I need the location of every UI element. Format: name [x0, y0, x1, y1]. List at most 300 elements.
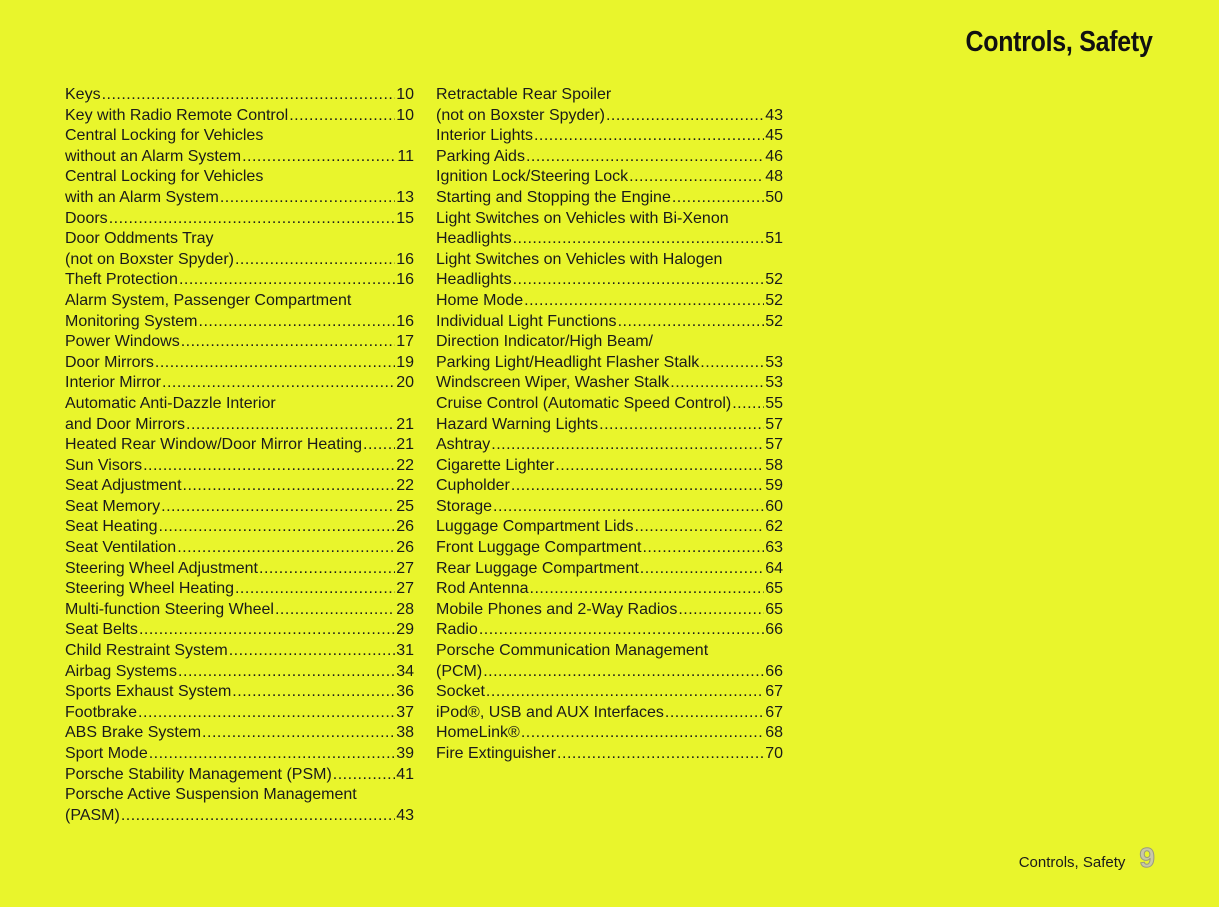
- toc-entry-page: 16: [396, 250, 414, 268]
- toc-entry-row: [436, 312, 783, 333]
- toc-entry[interactable]: [436, 476, 783, 497]
- toc-entry[interactable]: [436, 85, 783, 126]
- toc-entry-page: 46: [765, 147, 783, 165]
- toc-entry-row: [436, 723, 783, 744]
- toc-entry-title: Porsche Stability Management (PSM): [65, 765, 332, 783]
- toc-entry[interactable]: [65, 167, 414, 208]
- toc-entry[interactable]: [65, 435, 414, 456]
- dot-leader: [665, 703, 764, 724]
- toc-entry-title: Steering Wheel Heating: [65, 580, 234, 598]
- toc-entry-title: Key with Radio Remote Control: [65, 106, 289, 124]
- toc-entry-row: [65, 250, 414, 271]
- toc-entry[interactable]: [436, 579, 783, 600]
- toc-entry-title: Storage: [436, 497, 493, 515]
- toc-entry[interactable]: [65, 229, 414, 270]
- toc-entry-row: [436, 167, 783, 188]
- dot-leader: [678, 600, 764, 621]
- footer-section-label: Controls, Safety: [1018, 854, 1126, 871]
- toc-entry-title: Theft Protection: [65, 271, 178, 289]
- toc-entry-title: Sports Exhaust System: [65, 683, 232, 701]
- toc-entry-page: 43: [396, 806, 414, 824]
- toc-entry[interactable]: [65, 476, 414, 497]
- toc-entry-title: Windscreen Wiper, Washer Stalk: [436, 374, 670, 392]
- toc-entry-heading-line: Light Switches on Vehicles with Bi-Xenon: [436, 209, 729, 227]
- toc-entry[interactable]: [436, 167, 783, 188]
- toc-entry-row: [65, 209, 414, 230]
- dot-leader: [555, 456, 764, 477]
- toc-entry-row: [436, 106, 783, 127]
- toc-entry-row: [65, 270, 414, 291]
- dot-leader: [513, 229, 765, 250]
- toc-entry-page: 28: [396, 600, 414, 618]
- toc-entry-page: 39: [396, 745, 414, 762]
- toc-entry-page: 27: [396, 559, 414, 577]
- toc-entry-title: ABS Brake System: [65, 724, 202, 742]
- dot-leader: [521, 723, 764, 744]
- toc-entry-title: Steering Wheel Adjustment: [65, 559, 258, 577]
- toc-entry-page: 57: [765, 415, 783, 433]
- toc-entry-page: 34: [396, 662, 414, 680]
- toc-entry-title: Home Mode: [436, 291, 524, 309]
- toc-entry-title: Keys: [65, 86, 101, 103]
- toc-entry-page: 16: [396, 312, 414, 330]
- toc-entry[interactable]: [436, 394, 783, 415]
- toc-entry-row: [436, 476, 783, 497]
- toc-entry-title: and Door Mirrors: [65, 415, 186, 433]
- toc-entry-page: 13: [396, 188, 414, 206]
- toc-entry-row: [436, 456, 783, 477]
- toc-entry-page: 31: [396, 642, 414, 660]
- dot-leader: [139, 620, 395, 641]
- toc-entry-title: Interior Lights: [436, 127, 533, 145]
- toc-entry-title: Headlights: [436, 271, 512, 289]
- toc-entry-title: Socket: [436, 683, 485, 701]
- toc-entry-heading-line: Alarm System, Passenger Compartment: [65, 291, 352, 309]
- toc-entry[interactable]: [65, 85, 414, 106]
- dot-leader: [177, 538, 395, 559]
- toc-entry-page: 22: [396, 456, 414, 474]
- dot-leader: [232, 682, 395, 703]
- toc-entry[interactable]: [436, 682, 783, 703]
- dot-leader: [640, 559, 764, 580]
- toc-entry-row: [65, 538, 414, 559]
- toc-entry-row: [65, 682, 414, 703]
- toc-entry[interactable]: [436, 435, 783, 456]
- toc-entry-row: [65, 559, 414, 580]
- toc-entry-row: [436, 538, 783, 559]
- dot-leader: [186, 415, 395, 436]
- dot-leader: [181, 332, 396, 353]
- toc-entry-row: [65, 806, 414, 827]
- toc-entry-page: 11: [397, 147, 414, 165]
- toc-entry-title: Rear Luggage Compartment: [436, 559, 639, 577]
- toc-column-left: [65, 85, 414, 826]
- dot-leader: [700, 353, 764, 374]
- toc-entry[interactable]: [65, 332, 414, 353]
- toc-entry-page: 37: [396, 703, 414, 721]
- dot-leader: [289, 106, 395, 127]
- toc-entry-page: 59: [765, 477, 783, 495]
- toc-entry-page: 26: [396, 539, 414, 557]
- dot-leader: [491, 435, 764, 456]
- toc-entry-title: (not on Boxster Spyder): [65, 250, 234, 268]
- toc-entry-page: 51: [765, 230, 783, 248]
- dot-leader: [333, 765, 395, 786]
- toc-entry[interactable]: [65, 353, 414, 374]
- toc-entry-title: Fire Extinguisher: [436, 745, 557, 762]
- toc-entry[interactable]: [65, 620, 414, 641]
- toc-entry-title: Monitoring System: [65, 312, 198, 330]
- toc-entry-row: [436, 620, 783, 641]
- toc-entry-page: 53: [765, 353, 783, 371]
- dot-leader: [618, 312, 765, 333]
- toc-entry-title: Child Restraint System: [65, 642, 228, 660]
- dot-leader: [179, 270, 395, 291]
- toc-entry-title: Individual Light Functions: [436, 312, 617, 330]
- dot-leader: [159, 517, 396, 538]
- toc-entry-heading-line: Direction Indicator/High Beam/: [436, 333, 653, 351]
- toc-entry-page: 22: [396, 477, 414, 495]
- toc-entry-page: 70: [765, 745, 783, 762]
- toc-entry-row: [65, 147, 414, 168]
- dot-leader: [483, 662, 764, 683]
- dot-leader: [642, 538, 764, 559]
- toc-entry-row: [436, 662, 783, 683]
- toc-entry-page: 20: [396, 374, 414, 392]
- toc-entry-page: 15: [396, 209, 414, 227]
- toc-entry[interactable]: [436, 559, 783, 580]
- toc-entry-title: Parking Aids: [436, 147, 525, 165]
- toc-entry-title: Front Luggage Compartment: [436, 539, 642, 557]
- toc-entry-row: [436, 600, 783, 621]
- toc-entry-page: 38: [396, 724, 414, 742]
- toc-entry-title: Heated Rear Window/Door Mirror Heating: [65, 436, 362, 454]
- dot-leader: [599, 415, 764, 436]
- toc-entry-row: [65, 765, 414, 786]
- toc-entry-row: [65, 579, 414, 600]
- toc-entry[interactable]: [436, 723, 783, 744]
- toc-entry[interactable]: [65, 662, 414, 683]
- toc-entry[interactable]: [65, 723, 414, 744]
- dot-leader: [235, 579, 395, 600]
- toc-entry-page: 43: [765, 106, 783, 124]
- toc-entry-row: [65, 415, 414, 436]
- dot-leader: [162, 373, 395, 394]
- toc-entry-page: 52: [765, 312, 783, 330]
- toc-entry-page: 27: [396, 580, 414, 598]
- dot-leader: [526, 147, 764, 168]
- toc-entry-row: [436, 744, 783, 765]
- toc-entry-title: Footbrake: [65, 703, 138, 721]
- toc-entry-title: Airbag Systems: [65, 662, 178, 680]
- toc-entry-title: (PCM): [436, 662, 483, 680]
- dot-leader: [557, 744, 764, 765]
- toc-entry-row: [65, 312, 414, 333]
- dot-leader: [138, 703, 395, 724]
- toc-entry-row: [436, 435, 783, 456]
- toc-entry-title: Starting and Stopping the Engine: [436, 188, 671, 206]
- toc-entry-row: [65, 353, 414, 374]
- toc-entry-page: 65: [765, 580, 783, 598]
- toc-entry[interactable]: [65, 682, 414, 703]
- toc-entry[interactable]: [65, 394, 414, 435]
- toc-entry-title: Rod Antenna: [436, 580, 529, 598]
- toc-entry-page: 10: [396, 86, 414, 103]
- toc-entry[interactable]: [436, 641, 783, 682]
- toc-entry[interactable]: [436, 126, 783, 147]
- toc-entry[interactable]: [436, 291, 783, 312]
- dot-leader: [511, 476, 764, 497]
- dot-leader: [530, 579, 765, 600]
- toc-entry[interactable]: [436, 147, 783, 168]
- toc-entry-title: HomeLink®: [436, 724, 520, 742]
- dot-leader: [486, 682, 764, 703]
- toc-entry-page: 57: [765, 436, 783, 454]
- toc-entry-title: Radio: [436, 621, 478, 639]
- toc-entry-heading-line: Light Switches on Vehicles with Halogen: [436, 250, 723, 268]
- toc-entry-row: [436, 353, 783, 374]
- toc-entry[interactable]: [65, 744, 414, 765]
- page-number: 9: [1139, 842, 1155, 873]
- dot-leader: [534, 126, 764, 147]
- toc-entry[interactable]: [436, 703, 783, 724]
- toc-entry[interactable]: [65, 270, 414, 291]
- toc-entry[interactable]: [65, 456, 414, 477]
- toc-entry-title: Parking Light/Headlight Flasher Stalk: [436, 353, 700, 371]
- dot-leader: [513, 270, 765, 291]
- toc-entry-row: [65, 332, 414, 353]
- toc-entry[interactable]: [65, 785, 414, 826]
- dot-leader: [109, 209, 396, 230]
- toc-entry[interactable]: [436, 620, 783, 641]
- dot-leader: [102, 85, 396, 106]
- dot-leader: [606, 106, 764, 127]
- toc-entry-title: Door Mirrors: [65, 353, 154, 371]
- toc-entry-row: [65, 641, 414, 662]
- toc-entry-title: Ignition Lock/Steering Lock: [436, 168, 629, 186]
- toc-entry-row: [436, 415, 783, 436]
- toc-entry-title: Doors: [65, 209, 108, 227]
- toc-entry-row: [65, 373, 414, 394]
- toc-entry-title: Luggage Compartment Lids: [436, 518, 634, 536]
- page-footer: [1019, 842, 1155, 874]
- dot-leader: [493, 497, 764, 518]
- toc-entry[interactable]: [436, 456, 783, 477]
- toc-entry-heading-line: Central Locking for Vehicles: [65, 127, 264, 145]
- dot-leader: [670, 373, 764, 394]
- toc-entry-row: [436, 126, 783, 147]
- toc-entry-page: 67: [765, 683, 783, 701]
- dot-leader: [143, 456, 395, 477]
- toc-entry-page: 16: [396, 271, 414, 289]
- toc-entry[interactable]: [65, 497, 414, 518]
- toc-entry-page: 21: [396, 415, 414, 433]
- toc-entry-page: 65: [765, 600, 783, 618]
- toc-entry[interactable]: [65, 106, 414, 127]
- toc-entry-row: [65, 106, 414, 127]
- toc-entry-title: Seat Belts: [65, 621, 138, 639]
- toc-entry-row: [65, 600, 414, 621]
- toc-entry-page: 48: [765, 168, 783, 186]
- toc-entry-page: 10: [396, 106, 414, 124]
- toc-entry[interactable]: [436, 744, 783, 765]
- toc-entry-page: 25: [396, 497, 414, 515]
- toc-entry-row: [65, 188, 414, 209]
- toc-entry-page: 55: [765, 394, 783, 412]
- toc-entry-title: Sport Mode: [65, 745, 148, 762]
- toc-entry-title: Cigarette Lighter: [436, 456, 555, 474]
- toc-entry-row: [65, 85, 414, 106]
- section-title: Controls, Safety: [965, 26, 1153, 58]
- toc-entry-row: [65, 456, 414, 477]
- toc-entry-page: 21: [396, 436, 414, 454]
- toc-entry[interactable]: [65, 517, 414, 538]
- toc-entry-row: [436, 373, 783, 394]
- toc-entry-heading-line: Door Oddments Tray: [65, 230, 214, 248]
- toc-entry-row: [436, 497, 783, 518]
- toc-entry[interactable]: [65, 538, 414, 559]
- toc-entry-title: Seat Ventilation: [65, 539, 177, 557]
- dot-leader: [202, 723, 395, 744]
- toc-entry-row: [436, 394, 783, 415]
- toc-entry[interactable]: [436, 415, 783, 436]
- toc-entry[interactable]: [436, 250, 783, 291]
- toc-entry-title: Cruise Control (Automatic Speed Control): [436, 394, 732, 412]
- dot-leader: [183, 476, 396, 497]
- dot-leader: [363, 435, 395, 456]
- toc-entry[interactable]: [436, 332, 783, 373]
- toc-entry-title: with an Alarm System: [65, 188, 219, 206]
- toc-entry-page: 19: [396, 353, 414, 371]
- toc-entry-heading-line: Central Locking for Vehicles: [65, 168, 264, 186]
- toc-entry-row: [65, 435, 414, 456]
- toc-entry-title: iPod®, USB and AUX Interfaces: [436, 703, 664, 721]
- dot-leader: [161, 497, 395, 518]
- toc-entry-page: 52: [765, 271, 783, 289]
- dot-leader: [199, 312, 396, 333]
- dot-leader: [242, 147, 396, 168]
- toc-entry-heading-line: Retractable Rear Spoiler: [436, 86, 612, 103]
- toc-entry-row: [436, 188, 783, 209]
- toc-entry[interactable]: [65, 641, 414, 662]
- toc-entry[interactable]: [65, 703, 414, 724]
- toc-entry-page: 60: [765, 497, 783, 515]
- dot-leader: [235, 250, 395, 271]
- toc-entry-title: Mobile Phones and 2-Way Radios: [436, 600, 678, 618]
- toc-entry[interactable]: [65, 559, 414, 580]
- toc-entry-page: 26: [396, 518, 414, 536]
- toc-entry-page: 45: [765, 127, 783, 145]
- toc-entry-page: 50: [765, 188, 783, 206]
- toc-entry-title: Multi-function Steering Wheel: [65, 600, 274, 618]
- toc-entry[interactable]: [65, 126, 414, 167]
- toc-entry-page: 66: [765, 621, 783, 639]
- dot-leader: [220, 188, 395, 209]
- toc-entry[interactable]: [436, 188, 783, 209]
- dot-leader: [275, 600, 395, 621]
- dot-leader: [259, 559, 395, 580]
- dot-leader: [479, 620, 764, 641]
- toc-entry-page: 36: [396, 683, 414, 701]
- toc-entry-page: 58: [765, 456, 783, 474]
- toc-entry-row: [65, 620, 414, 641]
- toc-entry-page: 67: [765, 703, 783, 721]
- toc-entry-title: Seat Heating: [65, 518, 158, 536]
- toc-entry-row: [436, 270, 783, 291]
- toc-entry-title: Power Windows: [65, 333, 180, 351]
- toc-entry-page: 66: [765, 662, 783, 680]
- toc-entry[interactable]: [65, 291, 414, 332]
- toc-entry[interactable]: [436, 538, 783, 559]
- toc-entry-page: 41: [396, 765, 414, 783]
- toc-entry-title: Headlights: [436, 230, 512, 248]
- toc-entry-row: [65, 744, 414, 765]
- dot-leader: [634, 517, 764, 538]
- toc-entry-row: [436, 579, 783, 600]
- toc-entry[interactable]: [65, 209, 414, 230]
- toc-entry-title: (not on Boxster Spyder): [436, 106, 605, 124]
- toc-entry-heading-line: Porsche Active Suspension Management: [65, 786, 357, 804]
- toc-entry[interactable]: [65, 600, 414, 621]
- toc-entry-title: Interior Mirror: [65, 374, 162, 392]
- toc-entry-row: [436, 559, 783, 580]
- toc-entry-page: 29: [396, 621, 414, 639]
- toc-entry[interactable]: [436, 373, 783, 394]
- toc-entry[interactable]: [436, 209, 783, 250]
- dot-leader: [732, 394, 764, 415]
- toc-entry-row: [65, 723, 414, 744]
- toc-entry-row: [436, 291, 783, 312]
- dot-leader: [524, 291, 764, 312]
- toc-entry[interactable]: [436, 497, 783, 518]
- dot-leader: [629, 167, 764, 188]
- dot-leader: [672, 188, 764, 209]
- toc-entry-page: 62: [765, 518, 783, 536]
- toc-entry[interactable]: [65, 579, 414, 600]
- toc-entry-row: [436, 229, 783, 250]
- toc-entry-row: [65, 517, 414, 538]
- toc-entry-row: [65, 703, 414, 724]
- toc-entry-page: 17: [396, 333, 414, 351]
- dot-leader: [121, 806, 395, 827]
- toc-entry[interactable]: [436, 600, 783, 621]
- toc-entry-page: 63: [765, 539, 783, 557]
- toc-entry-title: Cupholder: [436, 477, 510, 495]
- toc-column-right: [436, 85, 783, 765]
- toc-entry-title: Sun Visors: [65, 456, 143, 474]
- toc-entry-row: [436, 147, 783, 168]
- toc-entry-row: [65, 476, 414, 497]
- toc-entry-page: 64: [765, 559, 783, 577]
- toc-entry-page: 52: [765, 291, 783, 309]
- dot-leader: [178, 662, 395, 683]
- toc-entry-title: Hazard Warning Lights: [436, 415, 599, 433]
- toc-entry-row: [436, 517, 783, 538]
- toc-entry-title: (PASM): [65, 806, 120, 824]
- toc-entry-title: Ashtray: [436, 436, 491, 454]
- toc-entry[interactable]: [65, 765, 414, 786]
- toc-entry[interactable]: [436, 312, 783, 333]
- toc-entry-title: without an Alarm System: [65, 147, 242, 165]
- toc-entry-heading-line: Porsche Communication Management: [436, 642, 709, 660]
- dot-leader: [155, 353, 395, 374]
- toc-entry[interactable]: [436, 517, 783, 538]
- toc-entry-title: Seat Adjustment: [65, 477, 182, 495]
- toc-entry[interactable]: [65, 373, 414, 394]
- toc-entry-page: 68: [765, 724, 783, 742]
- toc-entry-row: [436, 703, 783, 724]
- dot-leader: [229, 641, 395, 662]
